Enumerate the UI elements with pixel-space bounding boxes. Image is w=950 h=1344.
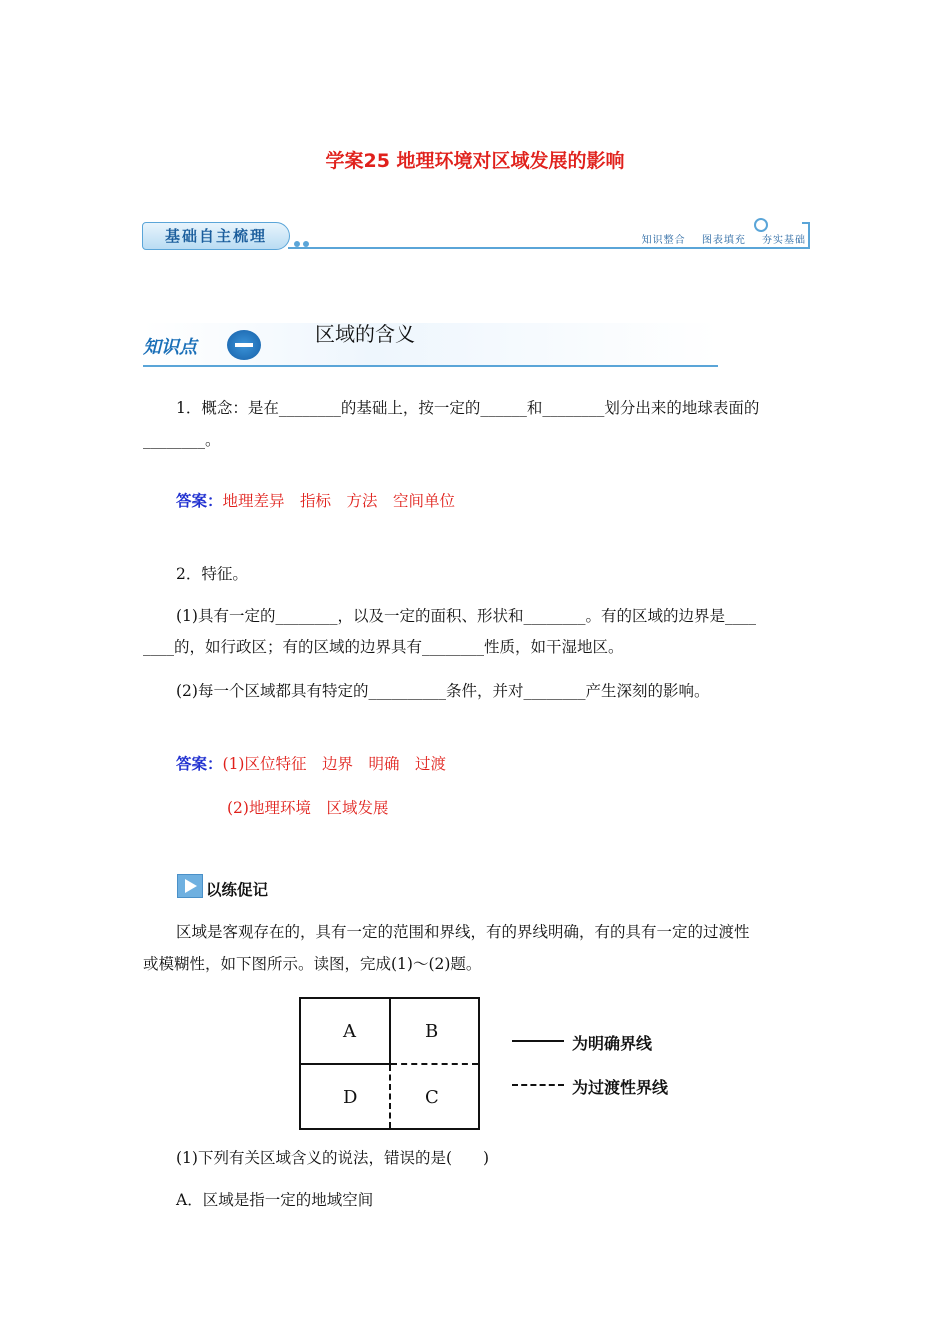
practice-heading: 以练促记 xyxy=(206,881,269,899)
section-banner xyxy=(142,220,810,250)
answer-label: 答案： xyxy=(176,755,223,773)
cell-d: D xyxy=(343,1087,358,1108)
dashed-horizontal-divider xyxy=(391,1063,478,1065)
answer1-text: 地理差异 指标 方法 空间单位 xyxy=(222,492,456,510)
legend-dashed-line xyxy=(512,1084,564,1086)
answer2-line1: (1)区位特征 边界 明确 过渡 xyxy=(222,755,446,773)
q2-item1-line2: ____的，如行政区；有的区域的边界具有________性质，如干湿地区。 xyxy=(143,638,624,656)
legend-solid-line xyxy=(512,1040,564,1042)
banner-dots-icon xyxy=(294,232,318,240)
cell-b: B xyxy=(425,1021,439,1042)
page-title: 学案25 地理环境对区域发展的影响 xyxy=(325,150,625,172)
kp-title: 区域的含义 xyxy=(315,322,415,346)
q2-heading: 2．特征。 xyxy=(176,565,248,583)
dashed-vertical-divider xyxy=(389,1065,391,1128)
region-diagram xyxy=(299,997,480,1130)
q2-item1-line1: (1)具有一定的________，以及一定的面积、形状和________。有的区域的边界是____ xyxy=(176,607,756,625)
ring-icon xyxy=(754,218,768,232)
practice-intro-line1: 区域是客观存在的，具有一定的范围和界线，有的界线明确，有的具有一定的过渡性 xyxy=(176,923,750,941)
q1-line1: 1．概念：是在________的基础上，按一定的______和________划分出来的地球表面的 xyxy=(176,399,760,417)
legend-solid-label: 为明确界线 xyxy=(572,1034,653,1053)
knowledge-point-header xyxy=(143,318,718,368)
kp-divider xyxy=(143,365,718,367)
q1-line2: ________。 xyxy=(143,431,221,449)
kp-tag: 知识点 xyxy=(143,337,197,358)
answer-label: 答案： xyxy=(176,492,223,510)
legend-dashed-label: 为过渡性界线 xyxy=(572,1078,669,1097)
one-glyph-icon xyxy=(235,343,253,347)
answer1 xyxy=(176,491,455,511)
cell-a: A xyxy=(343,1021,356,1042)
question1-option-a: A．区域是指一定的地域空间 xyxy=(176,1191,374,1209)
solid-horizontal-divider xyxy=(301,1063,391,1065)
play-arrow-icon xyxy=(177,874,203,898)
question1-stem: (1)下列有关区域含义的说法，错误的是( ) xyxy=(176,1149,490,1167)
cell-c: C xyxy=(425,1087,439,1108)
bracket-icon xyxy=(802,222,810,248)
solid-vertical-divider xyxy=(389,999,391,1063)
banner-left-label: 基础自主梳理 xyxy=(142,222,290,250)
q2-item2: (2)每一个区域都具有特定的__________条件，并对________产生深刻的影响。 xyxy=(176,682,710,700)
banner-divider xyxy=(288,247,810,249)
answer2 xyxy=(176,754,446,774)
banner-right-label: 知识整合 图表填充 夯实基础 xyxy=(641,235,806,246)
practice-intro-line2: 或模糊性，如下图所示。读图，完成(1)～(2)题。 xyxy=(143,955,482,973)
answer2-line2: (2)地理环境 区域发展 xyxy=(227,799,389,817)
